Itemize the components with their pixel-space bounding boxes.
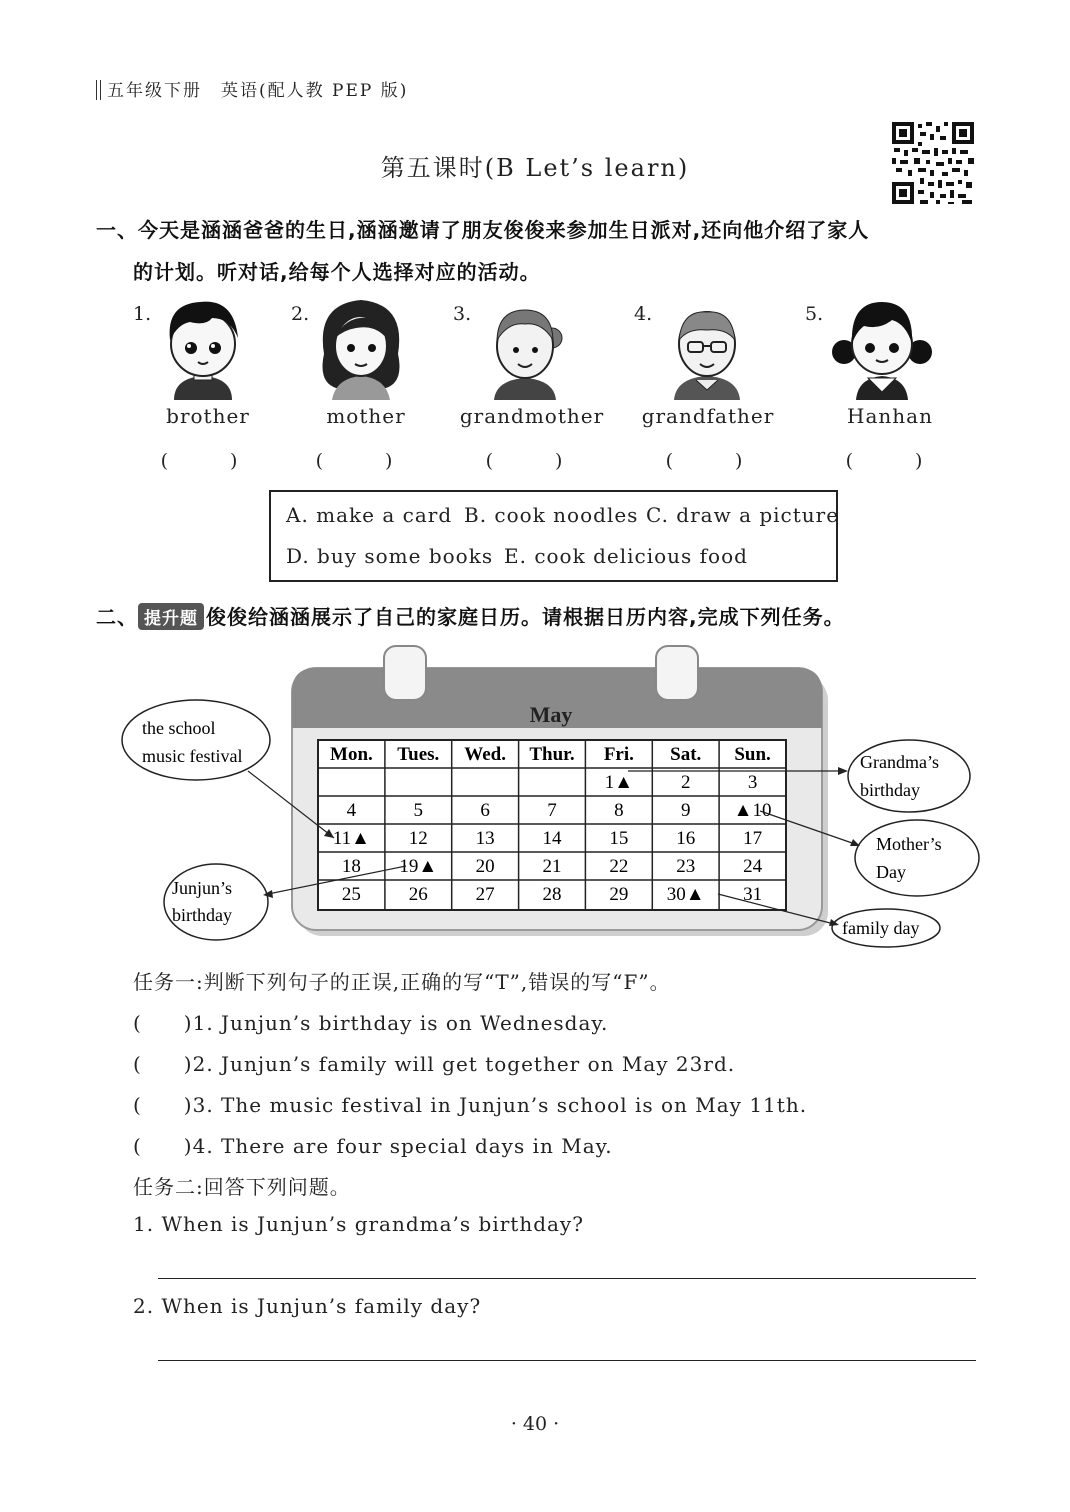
book-title: 五年级下册 英语(配人教 PEP 版) [107,81,409,101]
person-4-label: grandfather [641,404,775,428]
bubble-grandma-line1: Grandma’s [860,752,939,772]
girl-face-icon [830,296,934,400]
section2-title [96,601,845,630]
book-header [96,76,408,101]
bubble-school-festival-line2: music festival [142,746,243,766]
page-number: · 40 · [510,1413,560,1435]
calendar-day-cell: 30▲ [666,884,705,905]
calendar-day-cell: 24 [743,856,763,877]
calendar-day-cell: 16 [676,828,696,849]
calendar-day-cell: 28 [542,884,562,905]
bubble-mothers-day [855,820,979,896]
calendar-day-cell: 20 [475,856,495,877]
calendar-day-cell: 27 [475,884,495,905]
person-1-answer[interactable]: ( ) [160,450,246,472]
option-a: A. make a card [286,503,453,527]
section1-title-line1: 一、今天是涵涵爸爸的生日,涵涵邀请了朋友俊俊来参加生日派对,还向他介绍了家人 [96,218,870,242]
calendar-day-cell: 29 [609,884,629,905]
calendar-day-cell: 9 [680,800,691,821]
task1-item-2[interactable]: ( )2. Junjun’s family will get together on May 23rd. [133,1052,736,1076]
calendar-header-cell: Tues. [397,744,440,765]
task2-question-2: 2. When is Junjun’s family day? [133,1294,482,1318]
person-3-number: 3. [453,303,472,325]
bubble-family-day-text: family day [842,918,920,938]
person-2-number: 2. [291,303,310,325]
task2-title: 任务二:回答下列问题。 [133,1175,351,1199]
calendar-header-cell: Sun. [734,744,771,765]
option-c: C. draw a picture [646,503,840,527]
person-1-number: 1. [133,303,152,325]
task1-item-1[interactable]: ( )1. Junjun’s birthday is on Wednesday. [133,1011,609,1035]
calendar-header-cell: Wed. [464,744,506,765]
calendar-header-cell: Thur. [529,744,575,765]
person-1-label: brother [166,404,250,428]
option-e: E. cook delicious food [504,544,748,568]
calendar-day-cell: ▲10 [733,800,772,821]
person-5-label: Hanhan [847,404,933,428]
bubble-junjun-line1: Junjun’s [172,878,233,898]
calendar-day-cell: 8 [614,800,624,821]
grandfather-face-icon [664,300,750,400]
calendar-header-cell: Fri. [603,744,634,765]
person-2-answer[interactable]: ( ) [315,450,401,472]
boy-face-icon [160,294,246,400]
family-calendar [120,640,990,950]
calendar-day-cell: 25 [341,884,361,905]
qr-code-icon[interactable] [890,120,976,206]
person-5-answer[interactable]: ( ) [845,450,931,472]
calendar-day-cell: 15 [609,828,629,849]
calendar-ring-right [656,646,698,700]
bubble-school-festival-line1: the school [142,718,216,738]
calendar-month: May [529,702,573,727]
calendar-day-cell: 26 [408,884,428,905]
task1-item-3[interactable]: ( )3. The music festival in Junjun’s school is on May 11th. [133,1093,808,1117]
calendar-day-cell: 11▲ [332,828,370,849]
lesson-title: 第五课时(B Let’s learn) [380,154,690,182]
header-bar-icon [96,80,101,100]
calendar-day-cell: 2 [680,772,691,793]
woman-face-icon [316,294,406,400]
answer-line-1[interactable] [158,1278,976,1279]
calendar-day-cell: 21 [542,856,562,877]
task1-item-4[interactable]: ( )4. There are four special days in May. [133,1134,613,1158]
task2-question-1: 1. When is Junjun’s grandma’s birthday? [133,1212,584,1236]
section1-title-line2: 的计划。听对话,给每个人选择对应的活动。 [133,260,541,284]
answer-line-2[interactable] [158,1360,976,1361]
calendar-day-cell: 13 [475,828,495,849]
calendar-header-cell: Sat. [670,744,702,765]
person-3-label: grandmother [459,404,605,428]
section2-prefix: 二、 [96,605,138,629]
bubble-mother-line2: Day [876,862,906,882]
calendar-day-cell: 17 [743,828,763,849]
calendar-day-cell: 18 [341,856,361,877]
person-4-answer[interactable]: ( ) [665,450,751,472]
calendar-day-cell: 5 [413,800,424,821]
bubble-mother-line1: Mother’s [876,834,942,854]
person-2-label: mother [326,404,406,428]
calendar-day-cell: 3 [747,772,758,793]
calendar-day-cell: 31 [743,884,763,905]
grandmother-face-icon [482,300,568,400]
bubble-grandma-birthday [848,740,970,812]
calendar-day-cell: 14 [542,828,562,849]
person-4-number: 4. [634,303,653,325]
calendar-day-cell: 7 [547,800,557,821]
task1-title: 任务一:判断下列句子的正误,正确的写“T”,错误的写“F”。 [133,970,671,994]
calendar-day-cell: 6 [480,800,490,821]
person-3-answer[interactable]: ( ) [485,450,571,472]
calendar-day-cell: 19▲ [399,856,438,877]
calendar-day-cell: 1▲ [604,772,634,793]
section2-title-text: 俊俊给涵涵展示了自己的家庭日历。请根据日历内容,完成下列任务。 [206,605,845,629]
calendar-day-cell: 22 [609,856,629,877]
calendar-day-cell: 12 [408,828,428,849]
calendar-ring-left [384,646,426,700]
bubble-junjun-birthday [164,864,268,940]
bubble-school-festival [122,700,270,780]
option-b: B. cook noodles [464,503,639,527]
option-d: D. buy some books [286,544,494,568]
calendar-day-cell: 23 [676,856,696,877]
advanced-tag: 提升题 [138,603,204,630]
bubble-junjun-line2: birthday [172,905,232,925]
bubble-grandma-line2: birthday [860,780,920,800]
calendar-day-cell: 4 [346,800,357,821]
person-5-number: 5. [805,303,824,325]
calendar-header-cell: Mon. [330,744,373,765]
